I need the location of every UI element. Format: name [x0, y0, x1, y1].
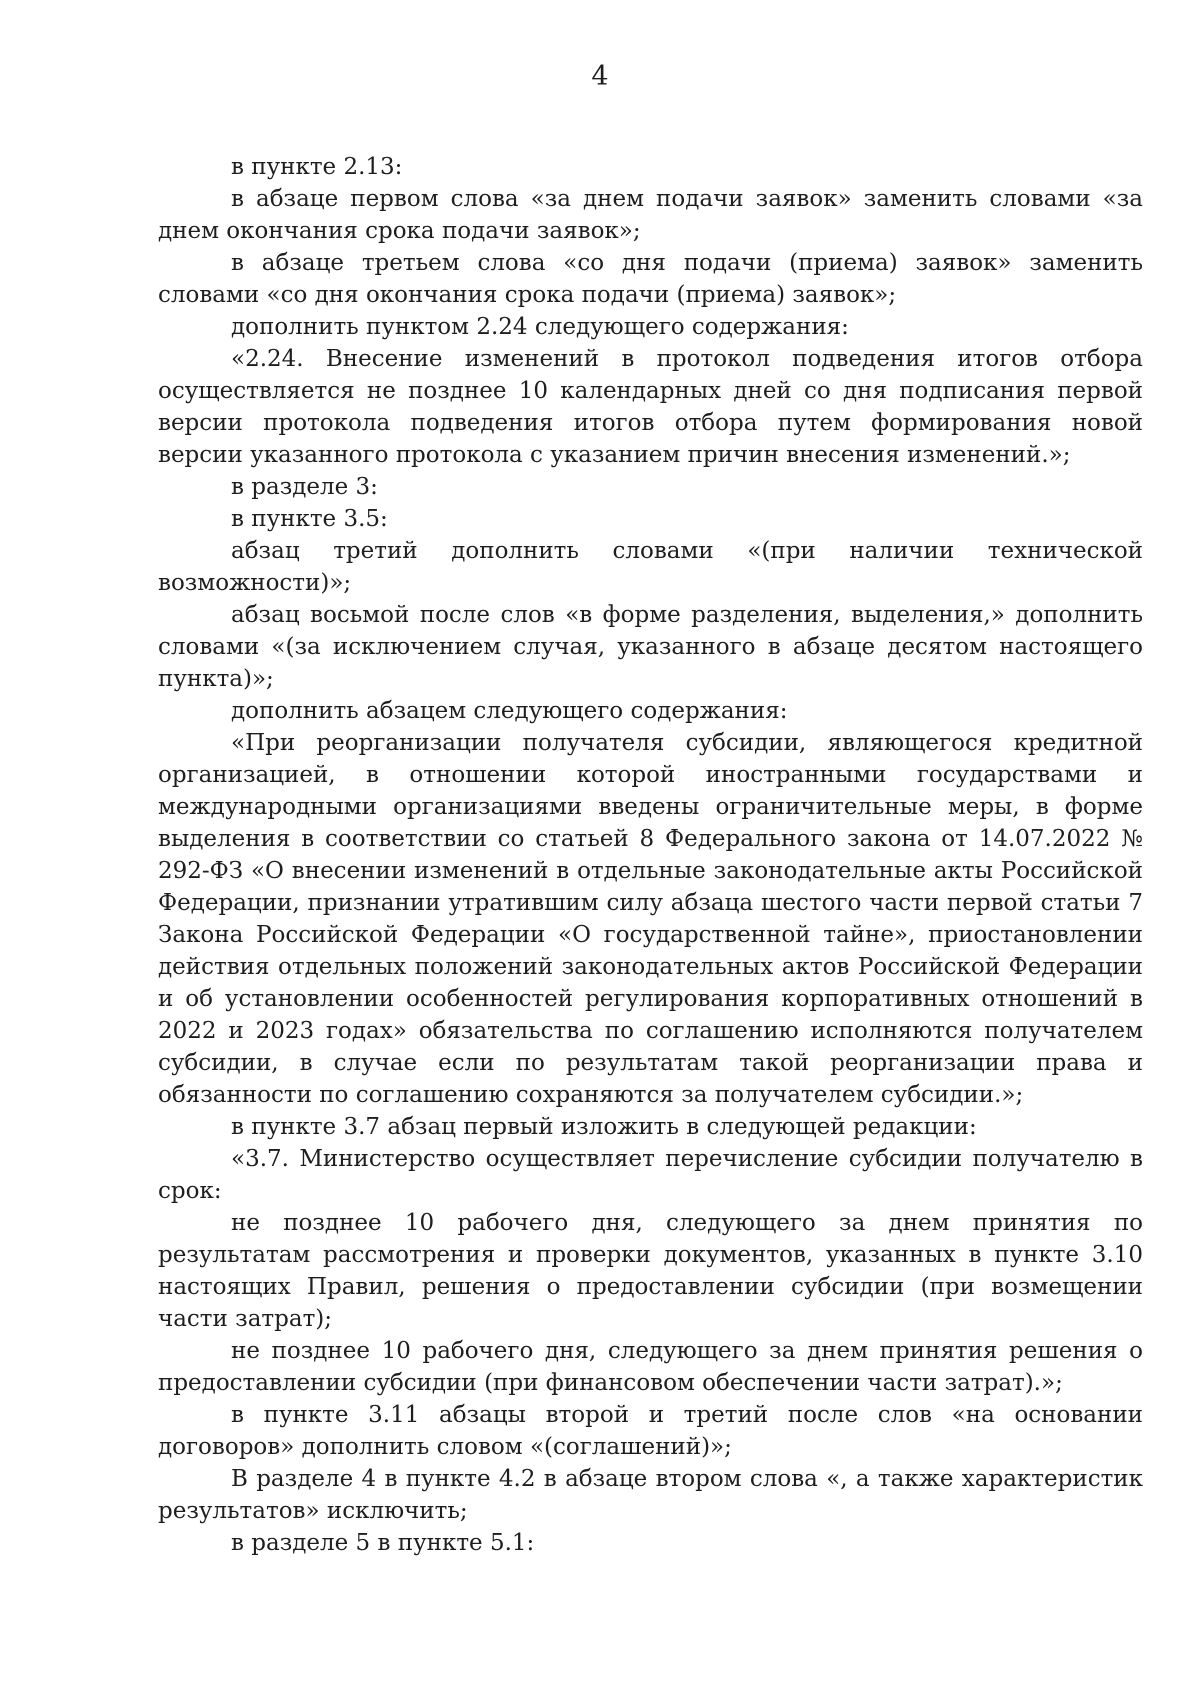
paragraph-eighth-abzats-addition: абзац восьмой после слов «в форме разделения, выделения,» дополнить словами «(за исключением случая, указанного в абзаце десятом настоящего пункта)»; — [158, 602, 1143, 692]
document-body — [158, 151, 1143, 1559]
paragraph-point-3-11: в пункте 3.11 абзацы второй и третий после слов «на основании договоров» дополнить словом «(соглашений)»; — [158, 1402, 1143, 1460]
page-number: 4 — [591, 61, 609, 92]
paragraph-section-4: В разделе 4 в пункте 4.2 в абзаце втором слова «, а также характеристик результатов» исключить; — [158, 1466, 1143, 1524]
paragraph-point-2-24-text: «2.24. Внесение изменений в протокол подведения итогов отбора осуществляется не позднее 10 календарных дней со дня подписания первой версии протокола подведения итогов отбора путем формирования новой версии указанного протокола с указанием причин внесения изменений.»; — [158, 346, 1143, 468]
paragraph-section-5: в разделе 5 в пункте 5.1: — [231, 1530, 535, 1556]
paragraph-third-abzats-change: в абзаце третьем слова «со дня подачи (приема) заявок» заменить словами «со дня окончания срока подачи (приема) заявок»; — [158, 250, 1143, 308]
paragraph-deadline-reimbursement: не позднее 10 рабочего дня, следующего за днем принятия по результатам рассмотрения и проверки документов, указанных в пункте 3.10 настоящих Правил, решения о предоставлении субсидии (при возмещении части затрат); — [158, 1210, 1143, 1332]
paragraph-first-abzats-change: в абзаце первом слова «за днем подачи заявок» заменить словами «за днем окончания срока подачи заявок»; — [158, 186, 1143, 244]
paragraph-add-point-2-24: дополнить пунктом 2.24 следующего содержания: — [231, 314, 849, 340]
paragraph-point-3-7: в пункте 3.7 абзац первый изложить в следующей редакции: — [231, 1114, 977, 1140]
paragraph-point-3-7-text: «3.7. Министерство осуществляет перечисление субсидии получателю в срок: — [158, 1146, 1143, 1204]
paragraph-section-3: в разделе 3: — [231, 474, 378, 500]
paragraph-point-2-13: в пункте 2.13: — [231, 154, 403, 180]
paragraph-deadline-financing: не позднее 10 рабочего дня, следующего за днем принятия решения о предоставлении субсидии (при финансовом обеспечении части затрат).»; — [158, 1338, 1143, 1396]
paragraph-reorganization-text: «При реорганизации получателя субсидии, являющегося кредитной организацией, в отношении которой иностранными государствами и международными организациями введены ограничительные меры, в форме выделения в соответствии со статьей 8 Федерального закона от 14.07.2022 № 292-ФЗ «О внесении изменений в отдельные законодательные акты Российской Федерации, признании утратившим силу абзаца шестого части первой статьи 7 Закона Российской Федерации «О государственной тайне», приостановлении действия отдельных положений законодательных актов Российской Федерации и об установлении особенностей регулирования корпоративных отношений в 2022 и 2023 годах» обязательства по соглашению исполняются получателем субсидии, в случае если по результатам такой реорганизации права и обязанности по соглашению сохраняются за получателем субсидии.»; — [158, 730, 1143, 1108]
paragraph-third-abzats-addition: абзац третий дополнить словами «(при наличии технической возможности)»; — [158, 538, 1143, 596]
paragraph-add-abzats: дополнить абзацем следующего содержания: — [231, 698, 788, 724]
paragraph-point-3-5: в пункте 3.5: — [231, 506, 388, 532]
